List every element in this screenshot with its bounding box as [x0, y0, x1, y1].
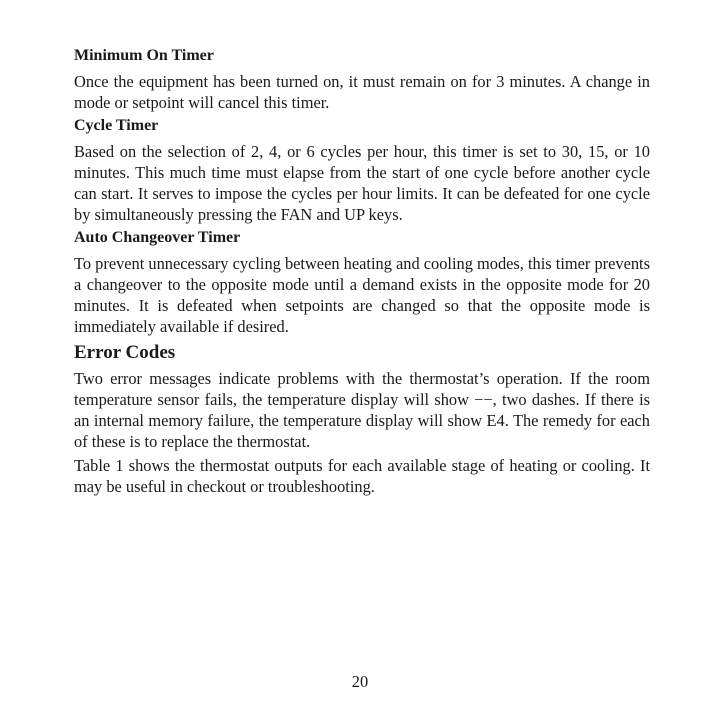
cycle-timer-heading: Cycle Timer — [74, 117, 159, 134]
auto-changeover-timer-heading: Auto Changeover Timer — [74, 229, 241, 246]
cycle-timer-paragraph: Based on the selection of 2, 4, or 6 cycles per hour, this timer is set to 30, 15, or 10 minutes. This much time must elapse from the start of one cycle before another cycle can start. It serves to impose the cycles per hour limits. It can be defeated for one cycle by simultaneously pressing the FAN and UP keys. — [74, 142, 650, 224]
error-codes-heading: Error Codes — [74, 342, 176, 363]
minimum-on-timer-heading: Minimum On Timer — [74, 47, 214, 64]
page-number: 20 — [351, 672, 369, 691]
page-content — [74, 46, 650, 500]
table-reference-paragraph: Table 1 shows the thermostat outputs for each available stage of heating or cooling. It may be useful in checkout or troubleshooting. — [74, 456, 650, 496]
minimum-on-timer-paragraph: Once the equipment has been turned on, it must remain on for 3 minutes. A change in mode or setpoint will cancel this timer. — [74, 72, 650, 112]
auto-changeover-timer-paragraph: To prevent unnecessary cycling between heating and cooling modes, this timer prevents a changeover to the opposite mode until a demand exists in the opposite mode for 20 minutes. It is defeated when setpoints are changed so that the opposite mode is immediately available if desired. — [74, 254, 650, 336]
error-codes-paragraph: Two error messages indicate problems with the thermostat’s operation. If the room temperature sensor fails, the temperature display will show −−, two dashes. If there is an internal memory failure, the temperature display will show E4. The remedy for each of these is to replace the thermostat. — [74, 369, 650, 451]
